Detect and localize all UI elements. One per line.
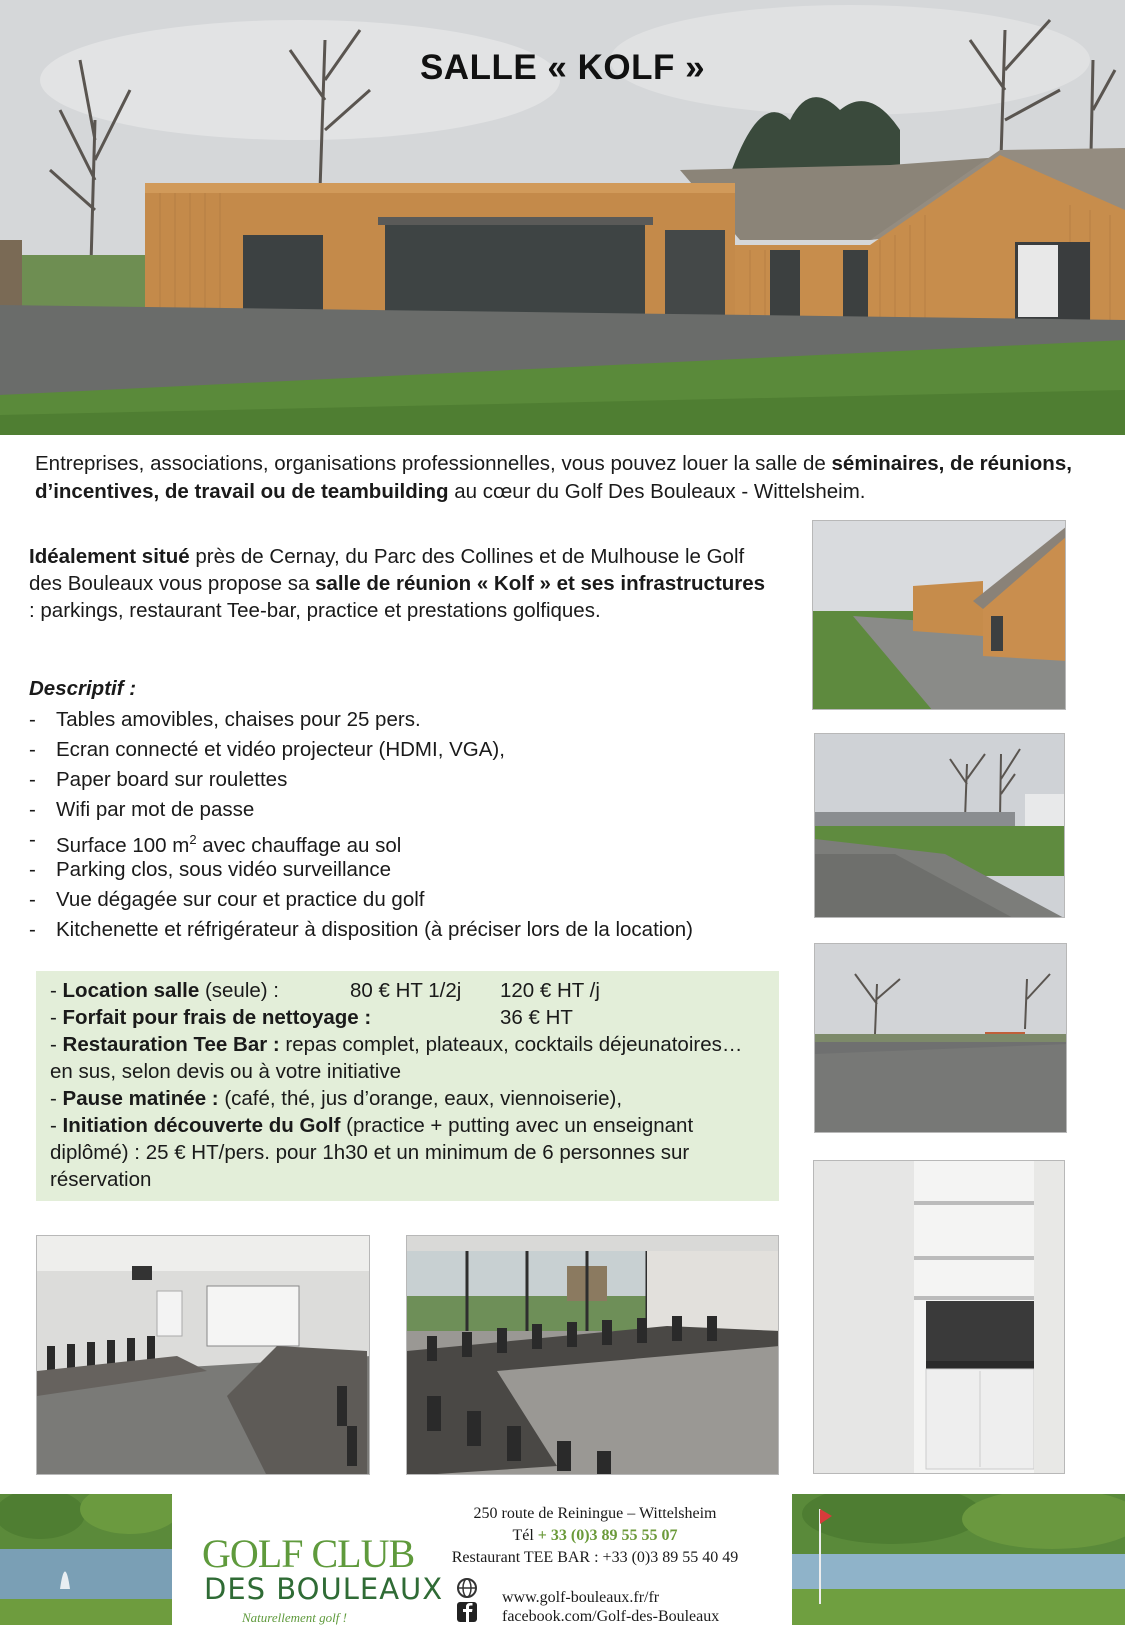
list-item xyxy=(29,855,789,885)
list-dash: - xyxy=(29,858,36,881)
pricing-prefix: - xyxy=(50,1006,63,1029)
pricing-prefix: - xyxy=(50,979,63,1002)
www-icon xyxy=(455,1578,479,1622)
list-item-text: Tables amovibles, chaises pour 25 pers. xyxy=(56,708,421,731)
list-dash: - xyxy=(29,888,36,911)
descriptif-list xyxy=(29,705,789,945)
list-item xyxy=(29,915,789,945)
pricing-half-day: 80 € HT 1/2j xyxy=(350,979,462,1002)
list-dash: - xyxy=(29,828,36,851)
list-item-text: Vue dégagée sur cour et practice du golf xyxy=(56,888,425,911)
list-item xyxy=(29,705,789,735)
page-title: SALLE « KOLF » xyxy=(419,48,706,87)
facebook-link[interactable]: facebook.com/Golf-des-Bouleaux xyxy=(502,1608,720,1625)
location-text-1: près de Cernay, du Parc des Collines et de Mulhouse le Golf des Bouleaux vous propose sa xyxy=(29,545,745,595)
phone-label: Tél xyxy=(512,1527,538,1544)
list-item xyxy=(29,885,789,915)
pricing-box xyxy=(36,971,779,1201)
list-item-text: Wifi par mot de passe xyxy=(56,798,255,821)
phone-line xyxy=(430,1525,760,1547)
photo-parking xyxy=(814,733,1065,918)
location-text-2: : parkings, restaurant Tee-bar, practice et prestations golfiques. xyxy=(29,599,601,622)
footer-green-flag-photo xyxy=(792,1494,1125,1625)
pricing-row-break xyxy=(50,1085,765,1112)
pricing-text: (practice + putting avec un enseignant diplômé) : 25 € HT/pers. pour 1h30 et un minimum de 6 personnes sur réservation xyxy=(50,1114,694,1191)
pricing-label-bold: Pause matinée : xyxy=(62,1087,219,1110)
logo-text-line2: DES BOULEAUX xyxy=(204,1572,444,1606)
pricing-full-day: 120 € HT /j xyxy=(500,979,600,1002)
surface-superscript: 2 xyxy=(189,832,197,847)
list-item-text: Paper board sur roulettes xyxy=(56,768,288,791)
location-paragraph xyxy=(29,543,769,624)
hero-photo xyxy=(0,0,1125,435)
footer-pond-photo xyxy=(0,1494,172,1625)
photo-building-side xyxy=(812,520,1066,710)
list-item xyxy=(29,765,789,795)
pricing-text: repas complet, plateaux, cocktails déjeunatoires… en sus, selon devis ou à votre initiative xyxy=(50,1033,743,1083)
list-item xyxy=(29,735,789,765)
list-item-text: Parking clos, sous vidéo surveillance xyxy=(56,858,391,881)
intro-paragraph xyxy=(35,450,1095,506)
pricing-text: (café, thé, jus d’orange, eaux, viennoiserie), xyxy=(218,1087,623,1110)
list-item xyxy=(29,795,789,825)
list-dash: - xyxy=(29,798,36,821)
pricing-row-location xyxy=(50,977,765,1004)
photo-meeting-room-tables xyxy=(406,1235,779,1475)
list-dash: - xyxy=(29,738,36,761)
link-icons xyxy=(455,1578,479,1625)
location-highlight-1: Idéalement situé xyxy=(29,545,190,568)
links-block xyxy=(502,1588,719,1625)
pricing-cleaning-price: 36 € HT xyxy=(500,1006,573,1029)
phone-number[interactable]: + 33 (0)3 89 55 55 07 xyxy=(537,1527,678,1544)
list-item-text: Kitchenette et réfrigérateur à disposition (à préciser lors de la location) xyxy=(56,918,693,941)
surface-text: Surface 100 m xyxy=(56,833,190,857)
pricing-label-bold: Restauration Tee Bar : xyxy=(62,1033,280,1056)
pricing-prefix: - xyxy=(50,1087,63,1110)
pricing-prefix: - xyxy=(50,1114,63,1137)
list-item xyxy=(29,825,789,855)
pricing-label xyxy=(50,1004,500,1031)
list-dash: - xyxy=(29,708,36,731)
surface-rest: avec chauffage au sol xyxy=(196,833,402,857)
golf-club-logo xyxy=(200,1510,444,1625)
location-highlight-2: salle de réunion « Kolf » et ses infrastructures xyxy=(315,572,766,595)
contact-block xyxy=(430,1503,760,1569)
pricing-label-bold: Initiation découverte du Golf xyxy=(62,1114,341,1137)
list-dash: - xyxy=(29,918,36,941)
photo-kitchenette xyxy=(813,1160,1065,1474)
pricing-label xyxy=(50,977,350,1004)
website-link[interactable]: www.golf-bouleaux.fr/fr xyxy=(502,1589,660,1606)
restaurant-phone: Restaurant TEE BAR : +33 (0)3 89 55 40 49 xyxy=(451,1549,739,1566)
pricing-row-cleaning xyxy=(50,1004,765,1031)
list-item-text xyxy=(56,825,401,855)
logo-tagline: Naturellement golf ! xyxy=(242,1610,347,1625)
pricing-prefix: - xyxy=(50,1033,63,1056)
photo-meeting-room-screen xyxy=(36,1235,370,1475)
list-dash: - xyxy=(29,768,36,791)
pricing-label-rest: (seule) : xyxy=(199,979,279,1002)
address-text: 250 route de Reiningue – Wittelsheim xyxy=(473,1505,717,1522)
pricing-row-restaurant xyxy=(50,1031,765,1085)
intro-highlight: séminaires, de réunions, d’incentives, de travail ou de teambuilding xyxy=(35,452,1072,503)
pricing-label-bold: Forfait pour frais de nettoyage : xyxy=(62,1006,372,1029)
intro-text-2: au cœur du Golf Des Bouleaux - Wittelsheim. xyxy=(448,480,866,503)
descriptif-title: Descriptif : xyxy=(29,677,137,700)
intro-text-1: Entreprises, associations, organisations professionnelles, vous pouvez louer la salle de xyxy=(35,452,832,475)
pricing-row-initiation xyxy=(50,1112,765,1193)
list-item-text: Ecran connecté et vidéo projecteur (HDMI, VGA), xyxy=(56,738,505,761)
pricing-label-bold: Location salle xyxy=(62,979,200,1002)
logo-text-line1: GOLF CLUB xyxy=(202,1531,415,1576)
photo-car-park xyxy=(814,943,1067,1133)
